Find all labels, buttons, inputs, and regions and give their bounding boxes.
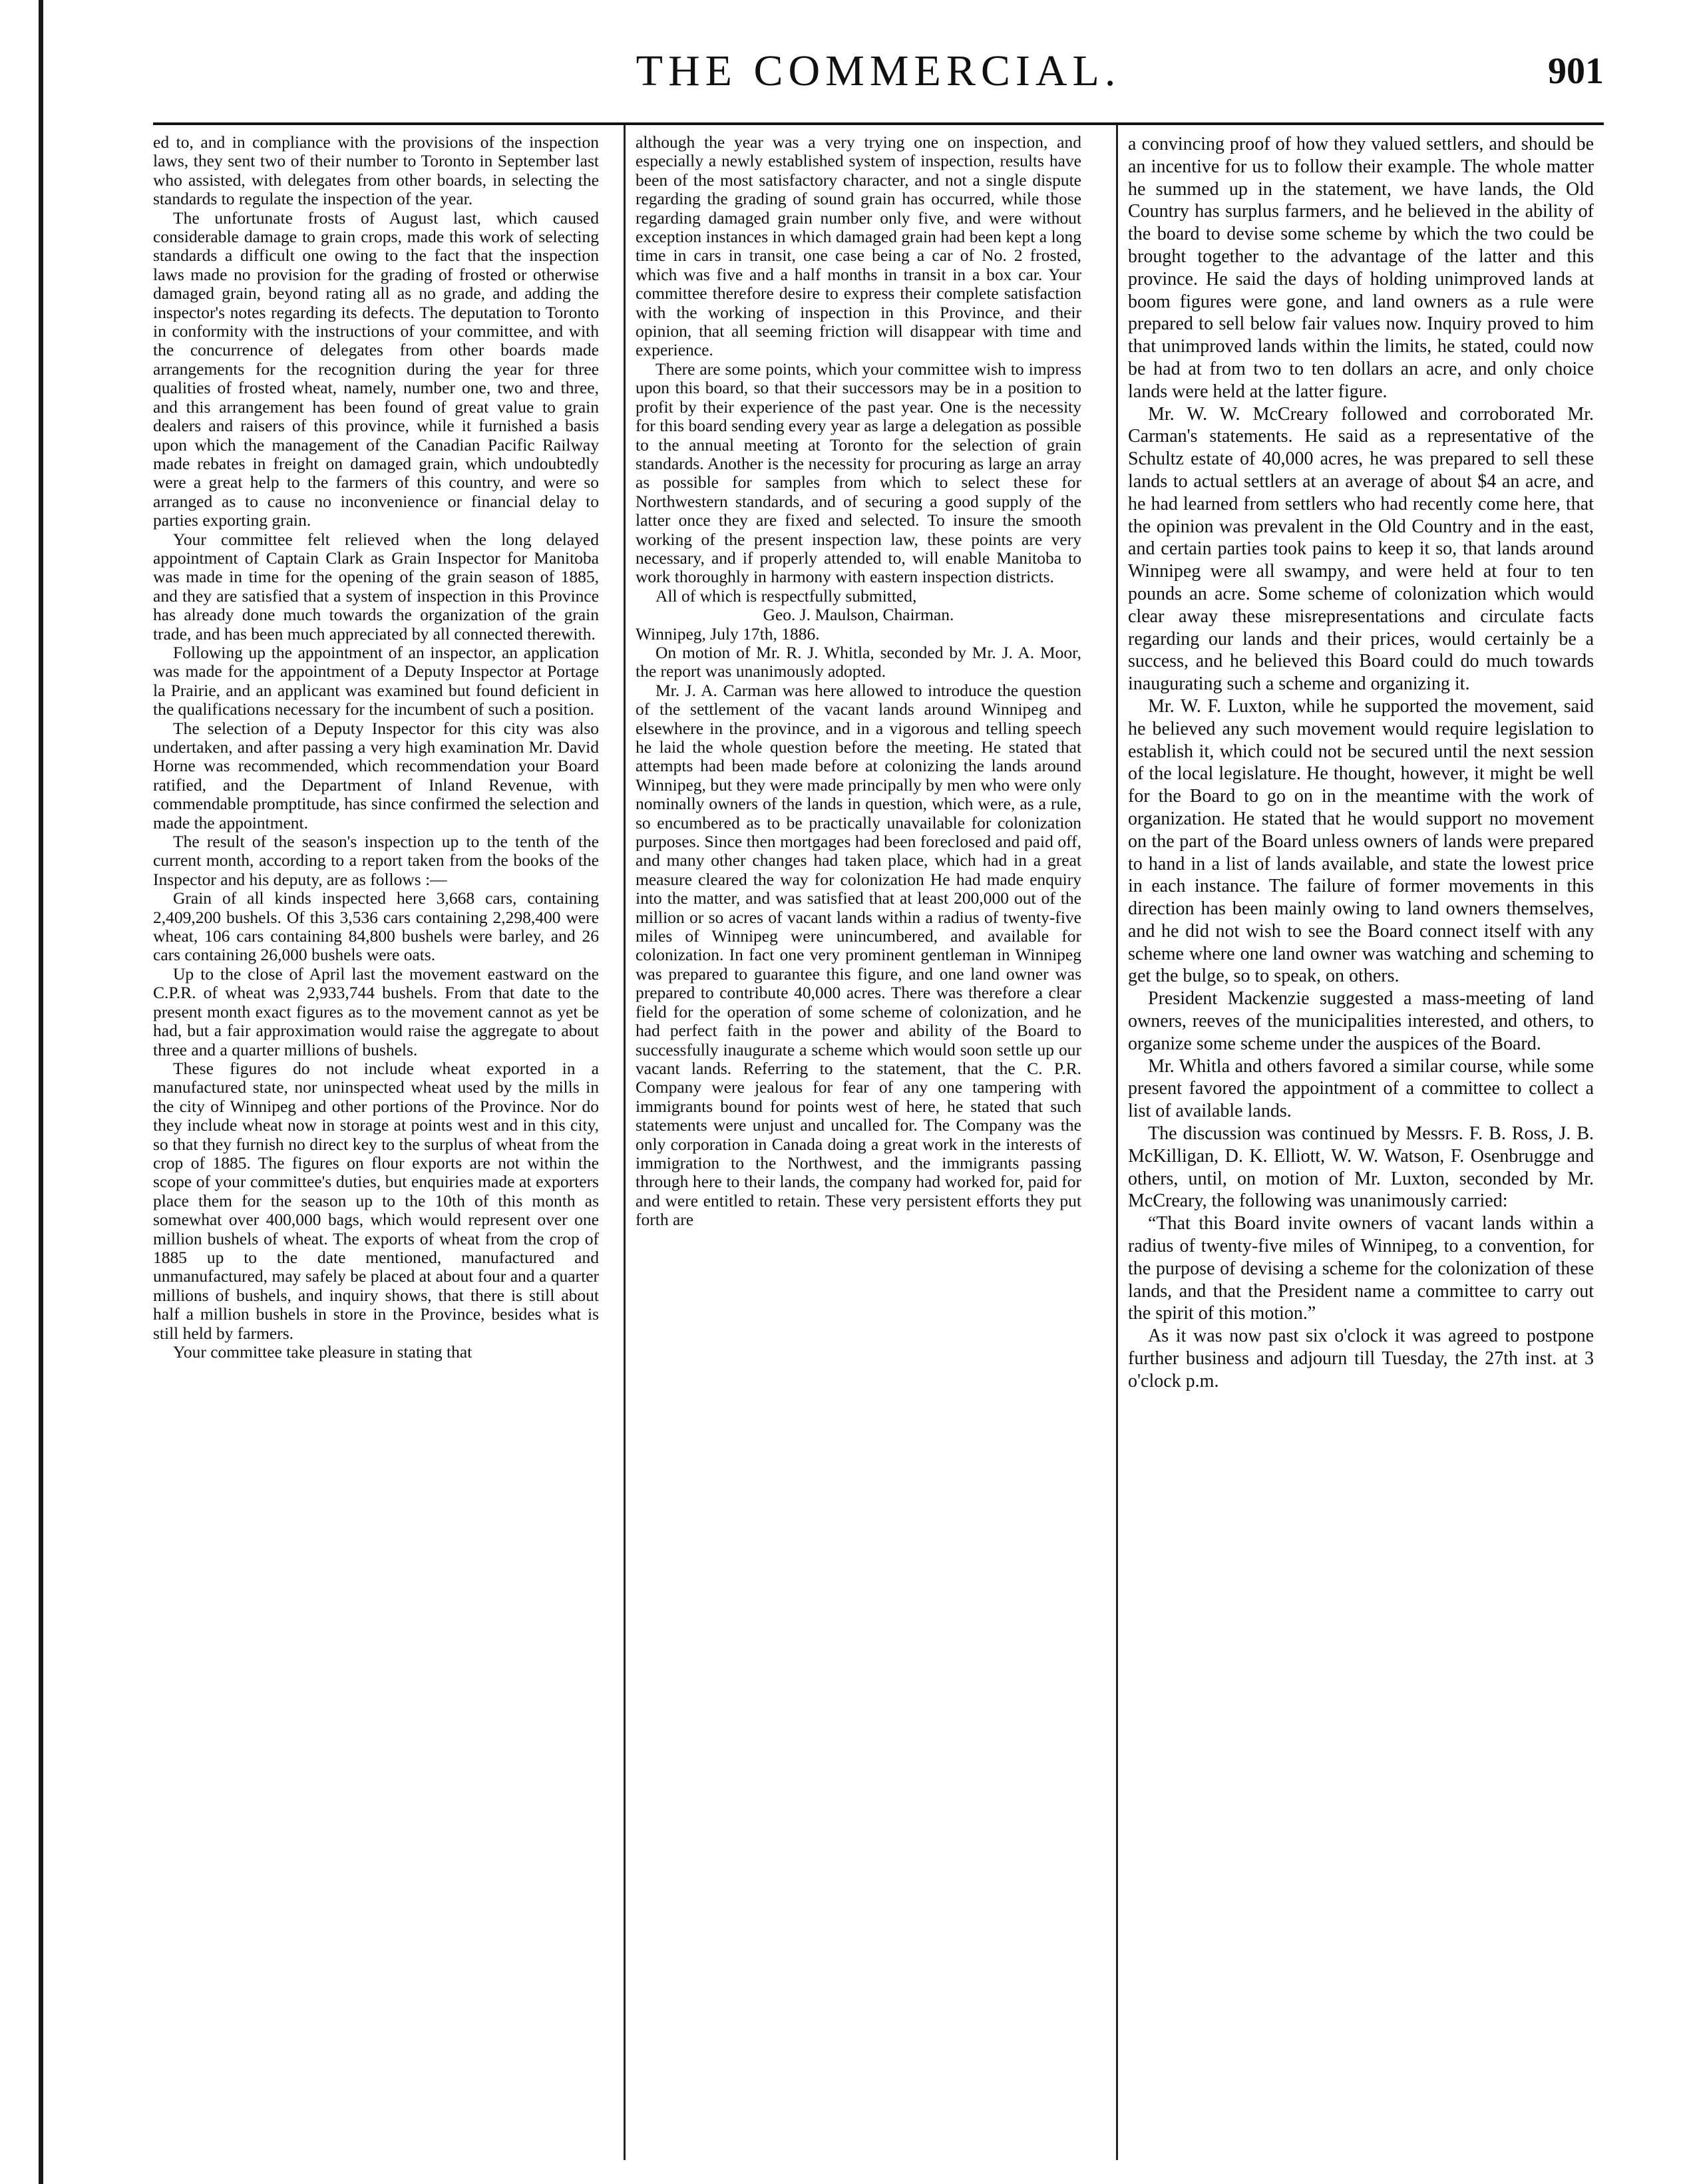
- paragraph: Mr. W. W. McCreary followed and corroborated Mr. Carman's statements. He said as a representative of the Schultz estate of 40,000 acres, he was prepared to sell these lands to actual settlers at an average of about $4 an acre, and he had learned from settlers who had recently come here, that the opinion was prevalent in the Old Country and in the east, and certain parties took pains to keep it so, that lands around Winnipeg were all swampy, and were held at four to ten pounds an acre. Some scheme of colonization which would clear away these misrepresentations and circulate facts regarding our lands and their prices, would certainly be a success, and he believed this Board could do much towards inaugurating such a scheme and organizing it.: [1128, 403, 1594, 695]
- page-header: [153, 41, 1604, 101]
- paragraph: There are some points, which your committee wish to impress upon this board, so that their successors may be in a position to profit by their experience of the past year. One is the necessity for this board sending every year as large a delegation as possible to the annual meeting at Toronto for the selection of grain standards. Another is the necessity for procuring as large an array as possible for samples from which to select these for Northwestern standards, and of securing a good supply of the latter once they are fixed and selected. To insure the smooth working of the present inspection law, these points are very necessary, and if properly attended to, will enable Manitoba to work thoroughly in harmony with eastern inspection districts.: [636, 359, 1081, 587]
- paragraph: The result of the season's inspection up to the tenth of the current month, according to a report taken from the books of the Inspector and his deputy, are as follows :—: [153, 832, 599, 889]
- paragraph: Mr. W. F. Luxton, while he supported the movement, said he believed any such movement would require legislation to establish it, which could not be secured until the next session of the local legislature. He thought, however, it might be well for the Board to go on in the meantime with the work of organization. He stated that he would support no movement on the part of the Board unless owners of lands were prepared to hand in a list of lands available, and state the lowest price in each instance. The failure of former movements in this direction has been mainly owing to land owners themselves, and he did not wish to see the Board connect itself with any scheme where one land owner was watching and scheming to get the bulge, so to speak, on others.: [1128, 695, 1594, 987]
- paragraph: The discussion was continued by Messrs. F. B. Ross, J. B. McKilligan, D. K. Elliott, W. W. Watson, F. Osenbrugge and others, until, on motion of Mr. Luxton, seconded by Mr. McCreary, the following was unanimously carried:: [1128, 1123, 1594, 1212]
- paragraph: ed to, and in compliance with the provisions of the inspection laws, they sent two of their number to Toronto in September last who assisted, with delegates from other boards, in selecting the standards to regulate the inspection of the year.: [153, 133, 599, 209]
- paragraph: a convincing proof of how they valued settlers, and should be an incentive for us to follow their example. The whole matter he summed up in the statement, we have lands, the Old Country has surplus farmers, and he believed in the ability of the board to devise some scheme by which the two could be brought together to the advantage of the latter and this province. He said the days of holding unimproved lands at boom figures were gone, and land owners as a rule were prepared to sell below fair values now. Inquiry proved to him that unimproved lands within the limits, he stated, could now be had at from two to ten dollars an acre, and only choice lands were held at the latter figure.: [1128, 134, 1594, 402]
- resolution-quote: “That this Board invite owners of vacant lands within a radius of twenty-five miles of Winnipeg, to a convention, for the purpose of devising a scheme for the colonization of these lands, and that the President name a committee to carry out the spirit of this motion.”: [1128, 1213, 1594, 1324]
- paragraph: President Mackenzie suggested a mass-meeting of land owners, reeves of the municipalities interested, and others, to organize some scheme under the auspices of the Board.: [1128, 988, 1594, 1054]
- paragraph: although the year was a very trying one on inspection, and especially a newly established system of inspection, results have been of the most satisfactory character, and not a single dispute regarding the grading of sound grain has occurred, while those regarding damaged grain number only five, and were without exception instances in which damaged grain had been kept a long time in cars in transit, one case being a car of No. 2 frosted, which was five and a half months in transit in a box car. Your committee therefore desire to express their complete satisfaction with the working of inspection in this Province, and their opinion, that all seeming friction will disappear with time and experience.: [636, 133, 1081, 360]
- paragraph: The unfortunate frosts of August last, which caused considerable damage to grain crops, made this work of selecting standards a difficult one owing to the fact that the inspection laws made no provision for the grading of frosted or otherwise damaged grain, beyond rating all as no grade, and adding the inspector's notes regarding its defects. The deputation to Toronto in conformity with the instructions of your committee, and with the concurrence of delegates from other boards made arrangements for the recognition during the year for three qualities of frosted wheat, namely, number one, two and three, and this arrangement has been found of great value to grain dealers and raisers of this province, while it furnished a basis upon which the management of the Canadian Pacific Railway made rebates in freight on damaged grain, which undoubtedly were a great help to the farmers of this country, and were so arranged as to cause no inconvenience or financial delay to parties exporting grain.: [153, 208, 599, 530]
- paragraph: Grain of all kinds inspected here 3,668 cars, containing 2,409,200 bushels. Of this 3,536 cars containing 2,298,400 were wheat, 106 cars containing 84,800 bushels were barley, and 26 cars containing 26,000 bushels were oats.: [153, 888, 599, 965]
- paragraph: On motion of Mr. R. J. Whitla, seconded by Mr. J. A. Moor, the report was unanimously adopted.: [636, 642, 1081, 681]
- dateline: Winnipeg, July 17th, 1886.: [636, 624, 820, 643]
- paragraph: Mr. J. A. Carman was here allowed to introduce the question of the settlement of the vacant lands around Winnipeg and elsewhere in the province, and in a vigorous and telling speech he laid the whole question before the meeting. He stated that attempts had been made before at colonizing the lands around Winnipeg, but they were made principally by men who were only nominally owners of the lands in question, which were, as a rule, so encumbered as to be practically unavailable for colonization purposes. Since then mortgages had been foreclosed and paid off, and many other changes had taken place, which had in a great measure cleared the way for colonization He had made enquiry into the matter, and was satisfied that at least 200,000 out of the million or so acres of vacant lands within a radius of twenty-five miles of Winnipeg were unincumbered, and available for colonization. In fact one very prominent gentleman in Winnipeg was prepared to guarantee this figure, and one land owner was prepared to contribute 40,000 acres. There was therefore a clear field for the operation of some scheme of colonization, and he had perfect faith in the power and ability of the Board to successfully inaugurate a scheme which would soon settle up our vacant lands. Referring to the statement, that the C. P.R. Company were jealous for fear of any one tampering with immigrants bound for points west of here, he stated that such statements were unjust and uncalled for. The Company was the only corporation in Canada doing a great work in the interests of immigration to the Northwest, and the immigrants passing through here to their lands, the company had worked for, paid for and were entitled to retain. These very persistent efforts they put forth are: [636, 680, 1081, 1230]
- column-divider: [624, 125, 626, 2160]
- paragraph: Your committee felt relieved when the long delayed appointment of Captain Clark as Grain Inspector for Manitoba was made in time for the opening of the grain season of 1885, and they are satisfied that a system of inspection in this Province has already done much towards the organization of the grain trade, and has been much appreciated by all connected therewith.: [153, 529, 599, 643]
- paragraph: As it was now past six o'clock it was agreed to postpone further business and adjourn till Tuesday, the 27th inst. at 3 o'clock p.m.: [1128, 1326, 1594, 1391]
- column-divider: [1116, 125, 1118, 2160]
- paragraph: Your committee take pleasure in stating that: [173, 1342, 472, 1362]
- column-3: [1128, 133, 1594, 2156]
- paragraph: These figures do not include wheat exported in a manufactured state, nor uninspected wheat used by the mills in the city of Winnipeg and other portions of the Province. Nor do they include wheat now in storage at points west and in this city, so that they furnish no direct key to the surplus of wheat from the crop of 1885. The figures on flour exports are not within the scope of your committee's duties, but enquiries made at exporters place them for the season up to the 10th of this month as somewhat over 400,000 bags, which would represent over one million bushels of wheat. The exports of wheat from the crop of 1885 up to the date mentioned, manufactured and unmanufactured, may safely be placed at about four and a quarter millions of bushels, and inquiry shows, that there is still about half a million bushels in store in the Province, besides what is still held by farmers.: [153, 1058, 599, 1343]
- paragraph: The selection of a Deputy Inspector for this city was also undertaken, and after passing a very high examination Mr. David Horne was recommended, which recommendation your Board ratified, and the Department of Inland Revenue, with commendable promptitude, has since confirmed the selection and made the appointment.: [153, 718, 599, 832]
- header-rule: [153, 122, 1604, 125]
- signature: Geo. J. Maulson, Chairman.: [763, 605, 954, 625]
- column-1: [153, 133, 599, 2156]
- column-2: [636, 133, 1081, 2156]
- paragraph: All of which is respectfully submitted,: [656, 586, 917, 606]
- masthead-title: THE COMMERCIAL.: [636, 47, 1121, 95]
- paragraph: Up to the close of April last the movement eastward on the C.P.R. of wheat was 2,933,744 bushels. From that date to the present month exact figures as to the movement cannot as yet be had, but a fair approximation would raise the aggregate to about three and a quarter millions of bushels.: [153, 964, 599, 1059]
- paragraph: Following up the appointment of an inspector, an application was made for the appointment of a Deputy Inspector at Portage la Prairie, and an applicant was examined but found deficient in the qualifications necessary for the incumbent of such a position.: [153, 642, 599, 719]
- page-binding-edge: [39, 0, 43, 2184]
- paragraph: Mr. Whitla and others favored a similar course, while some present favored the appointment of a committee to collect a list of available lands.: [1128, 1055, 1594, 1122]
- page-number: 901: [1548, 51, 1604, 92]
